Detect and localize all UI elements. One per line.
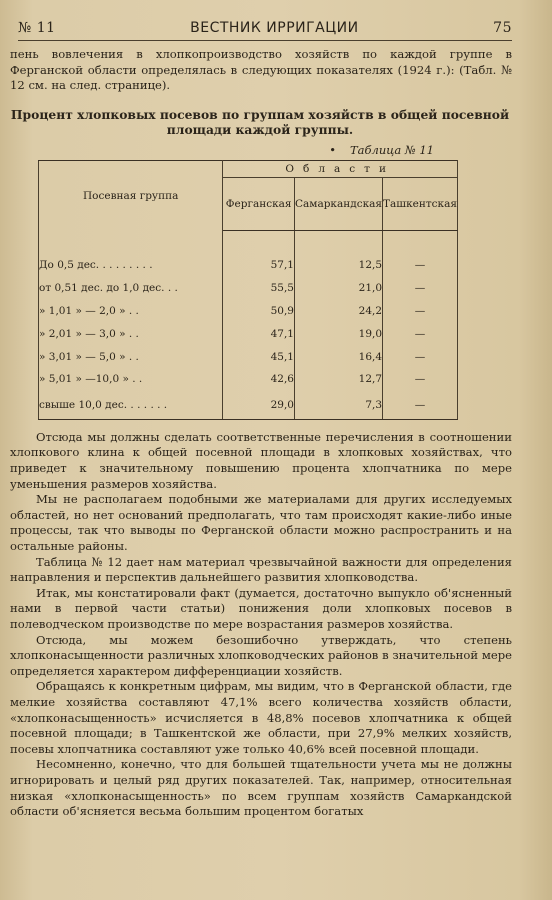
running-header [18, 20, 512, 41]
cell-tashkent: — [383, 254, 458, 277]
cell-fergana: 29,0 [223, 391, 295, 420]
row-group: от 0,51 дес. до 1,0 дес. . . [39, 277, 223, 300]
table-row [39, 368, 458, 391]
issue-number: № 11 [18, 20, 56, 36]
cell-samarkand: 12,5 [294, 254, 382, 277]
body-paragraph: Отсюда, мы можем безошибочно утверждать, что степень хлопконасыщенности различных хлопководческих районов в значительной мере определяется характером дифференциации хозяйств. [10, 632, 512, 678]
cell-fergana: 47,1 [223, 322, 295, 345]
row-group: До 0,5 дес. . . . . . . . . [39, 254, 223, 277]
table-caption: Процент хлопковых посевов по группам хозяйств в общей посевной площади каждой группы. [10, 106, 510, 137]
table-row [39, 277, 458, 300]
table-number-text: Таблица № 11 [350, 142, 434, 157]
table-row [39, 300, 458, 323]
cell-fergana: 45,1 [223, 345, 295, 368]
cell-tashkent: — [383, 368, 458, 391]
table-row [39, 254, 458, 277]
body-paragraph: Отсюда мы должны сделать соответственные перечисления в соотношении хлопкового клина к общей посевной площади в хлопковых хозяйствах, что приведет к значительному повышению процента хлопчатника по мере уменьшения размеров хозяйства. [10, 429, 512, 491]
cell-samarkand: 24,2 [294, 300, 382, 323]
cell-tashkent: — [383, 322, 458, 345]
article-body [8, 430, 512, 820]
cell-samarkand: 16,4 [294, 345, 382, 368]
body-paragraph: Таблица № 12 дает нам материал чрезвычайной важности для определения направления и перспектив дальнейшего развития хлопководства. [10, 554, 512, 585]
journal-title: ВЕСТНИК ИРРИГАЦИИ [190, 20, 359, 36]
cell-samarkand: 7,3 [294, 391, 382, 420]
cell-tashkent: — [383, 391, 458, 420]
cotton-share-table [38, 160, 458, 420]
row-group: » 3,01 » — 5,0 » . . [39, 345, 223, 368]
body-paragraph: Итак, мы констатировали факт (думается, достаточно выпукло об'ясненный нами в первой части статьи) понижения доли хлопковых посевов в полеводческом производстве по мере возрастания размеров хозяйства. [10, 585, 512, 631]
body-paragraph: Обращаясь к конкретным цифрам, мы видим, что в Ферганской области, где мелкие хозяйства составляют 47,1% всего количества хозяйств области, «хлопконасыщенность» исчисляется в 48,8% посевов хлопчатника к общей посевной площади; в Ташкентской же области, при 27,9% мелких хозяйств, посевы хлопчатника составляют уже только 40,6% всей посевной площади. [10, 679, 512, 756]
group-column-header: Посевная группа [39, 160, 223, 231]
cell-samarkand: 19,0 [294, 322, 382, 345]
intro-paragraph: пень вовлечения в хлопкопроизводство хозяйств по каждой группе в Ферганской области определялась в следующих показателях (1924 г.): (Табл. № 12 см. на след. странице). [10, 47, 512, 93]
regions-header: Области [223, 160, 458, 177]
cell-samarkand: 12,7 [294, 368, 382, 391]
column-header-samarkand: Самаркандская [294, 177, 382, 230]
column-header-fergana: Ферганская [223, 177, 295, 230]
row-group: » 1,01 » — 2,0 » . . [39, 300, 223, 323]
page-number: 75 [493, 20, 512, 36]
cell-samarkand: 21,0 [294, 277, 382, 300]
table-row [39, 345, 458, 368]
cell-tashkent: — [383, 300, 458, 323]
table-row [39, 322, 458, 345]
cell-tashkent: — [383, 345, 458, 368]
cell-fergana: 57,1 [223, 254, 295, 277]
cell-fergana: 42,6 [223, 368, 295, 391]
cell-tashkent: — [383, 277, 458, 300]
row-group: » 5,01 » —10,0 » . . [39, 368, 223, 391]
body-paragraph: Мы не располагаем подобными же материалами для других исследуемых областей, но нет оснований предполагать, что там происходят какие-либо иные процессы, так что выводы по Ферганской области можно распространить и на остальные районы. [10, 492, 512, 554]
cell-fergana: 55,5 [223, 277, 295, 300]
body-paragraph: Несомненно, конечно, что для большей тщательности учета мы не должны игнорировать и целый ряд других показателей. Так, например, относительная низкая «хлопконасыщенность» по всем группам хозяйств Самаркандской области об'ясняется весьма большим процентом богатых [10, 757, 512, 819]
row-group: » 2,01 » — 3,0 » . . [39, 322, 223, 345]
column-header-tashkent: Ташкентская [383, 177, 458, 230]
cell-fergana: 50,9 [223, 300, 295, 323]
table-row [39, 391, 458, 420]
row-group: свыше 10,0 дес. . . . . . . [39, 391, 223, 420]
table-number-label: • Таблица № 11 [329, 142, 434, 157]
